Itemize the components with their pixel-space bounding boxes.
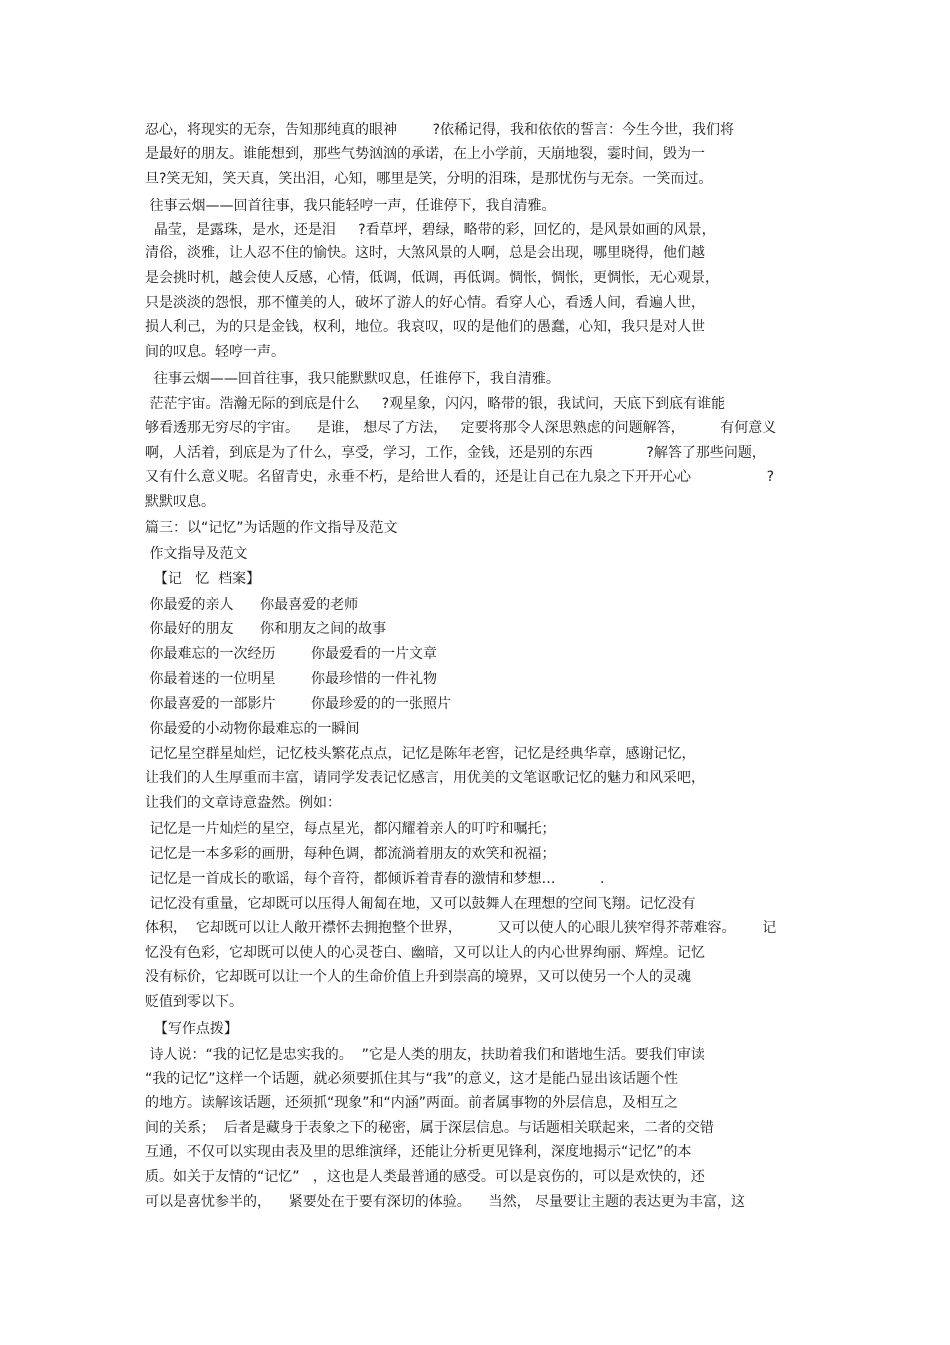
text-line: 互通，不仅可以实现由表及里的思维演绎，还能让分析更见锋利，深度地揭示“记忆”的本 (145, 1144, 692, 1160)
text-line: 可以是喜忧参半的， 紧要处在于要有深切的体验。 当然， 尽量要让主题的表达更为丰富，这 (145, 1194, 746, 1210)
text-line: 你最着迷的一位明星 你最珍惜的一件礼物 (145, 671, 438, 687)
text-line: 质。如关于友情的“记忆” ，这也是人类最普通的感受。可以是哀伤的，可以是欢快的，还 (145, 1169, 705, 1185)
text-line: 茫茫宇宙。浩瀚无际的到底是什么 ?观星象，闪闪，略带的银，我试问，天底下到底有谁能 (145, 396, 726, 412)
text-line: 记忆是一首成长的歌谣，每个音符，都倾诉着青春的激情和梦想… . (145, 871, 605, 887)
text-line: 忍心，将现实的无奈，告知那纯真的眼神 ?依稀记得，我和依依的誓言：今生今世，我们将 (145, 122, 735, 138)
text-line: 默默叹息。 (145, 494, 215, 510)
text-line: 【记 忆 档案】 (145, 571, 261, 587)
text-line: 【写作点拨】 (145, 1021, 238, 1037)
text-line: 清俗，淡雅，让人忍不住的愉快。这时，大煞风景的人啊，总是会出现，哪里晓得，他们越 (145, 245, 705, 261)
text-line: 间的关系； 后者是藏身于表象之下的秘密，属于深层信息。与话题相关联起来，二者的交错 (145, 1120, 714, 1136)
text-line: 往事云烟——回首往事，我只能轻哼一声，任谁停下，我自清雅。 (145, 198, 556, 214)
text-line: 让我们的文章诗意盎然。例如： (145, 795, 341, 811)
text-line: 是最好的朋友。谁能想到，那些气势汹汹的承诺，在上小学前，天崩地裂，霎时间，毁为一 (145, 146, 705, 162)
section-heading: 篇三：以“记忆”为话题的作文指导及范文 (145, 520, 398, 536)
text-line: 贬值到零以下。 (145, 994, 243, 1010)
text-line: 你最喜爱的一部影片 你最珍爱的的一张照片 (145, 696, 452, 712)
text-line: 记忆是一片灿烂的星空，每点星光，都闪耀着亲人的叮咛和嘱托； (145, 821, 556, 837)
text-line: 记忆是一本多彩的画册，每种色调，都流淌着朋友的欢笑和祝福； (145, 846, 556, 862)
text-line: 诗人说：“我的记忆是忠实我的。 ”它是人类的朋友，扶助着我们和谐地生活。要我们审读 (145, 1047, 705, 1063)
text-line: 旦?笑无知，笑天真，笑出泪，心知，哪里是笑，分明的泪珠，是那忧伤与无奈。一笑而过。 (145, 171, 713, 187)
text-line: 往事云烟——回首往事，我只能默默叹息，任谁停下，我自清雅。 (145, 371, 560, 387)
text-line: 损人利己，为的只是金钱，权利，地位。我哀叹，叹的是他们的愚蠢，心知，我只是对人世 (145, 319, 705, 335)
text-line: 的地方。读解该话题，还须抓“现象”和“内涵”两面。前者属事物的外层信息，及相互之 (145, 1095, 679, 1111)
text-line: 作文指导及范文 (145, 546, 248, 562)
text-line: 你最好的朋友 你和朋友之间的故事 (145, 621, 387, 637)
text-line: 够看透那无穷尽的宇宙。 是谁， 想尽了方法， 定要将那令人深思熟虑的问题解答， 有何意义 (145, 420, 777, 436)
text-line: 又有什么意义呢。名留青史，永垂不朽，是给世人看的，还是让自己在九泉之下开开心心 ? (145, 469, 775, 485)
text-line: 是会挑时机，越会使人反感，心情，低调，低调，再低调。惆怅，惆怅，更惆怅，无心观景， (145, 270, 719, 286)
text-line: 记忆星空群星灿烂，记忆枝头繁花点点，记忆是陈年老窖，记忆是经典华章，感谢记忆， (145, 746, 696, 762)
text-line: 你最爱的小动物你最难忘的一瞬间 (145, 721, 360, 737)
text-line: 你最难忘的一次经历 你最爱看的一片文章 (145, 646, 438, 662)
text-line: 你最爱的亲人 你最喜爱的老师 (145, 597, 359, 613)
text-line: 让我们的人生厚重而丰富，请同学发表记忆感言，用优美的文笔讴歌记忆的魅力和风采吧， (145, 770, 705, 786)
text-line: 忆没有色彩，它却既可以使人的心灵苍白、幽暗，又可以让人的内心世界绚丽、辉煌。记忆 (145, 945, 705, 961)
text-line: 没有标价，它却既可以让一个人的生命价值上升到崇高的境界，又可以使另一个人的灵魂 (145, 969, 691, 985)
text-line: 只是淡淡的怨恨，那不懂美的人，破坏了游人的好心情。看穿人心，看透人间，看遍人世， (145, 295, 705, 311)
text-line: “我的记忆”这样一个话题，就必须要抓住其与“我”的意义，这才是能凸显出该话题个性 (145, 1071, 679, 1087)
text-line: 晶莹，是露珠，是水，还是泪 ?看草坪，碧绿，略带的彩，回忆的，是风景如画的风景， (145, 222, 716, 238)
text-line: 啊，人活着，到底是为了什么，享受，学习，工作，金钱，还是别的东西 ?解答了那些问题， (145, 445, 766, 461)
text-line: 记忆没有重量，它却既可以压得人匍匐在地，又可以鼓舞人在理想的空间飞翔。记忆没有 (145, 896, 696, 912)
text-line: 体积， 它却既可以让人敞开襟怀去拥抱整个世界， 又可以使人的心眼儿狭窄得芥蒂难容。 记 (145, 920, 777, 936)
text-line: 间的叹息。轻哼一声。 (145, 344, 285, 360)
